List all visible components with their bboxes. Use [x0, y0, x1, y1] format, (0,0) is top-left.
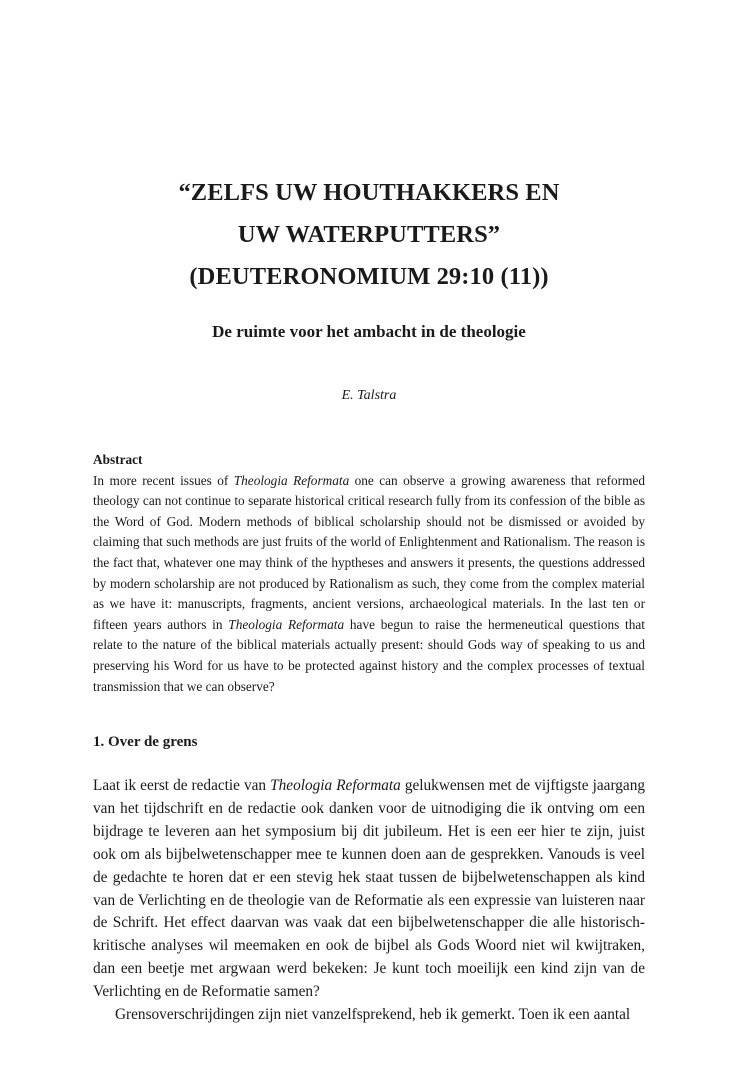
abstract-heading: Abstract — [93, 452, 143, 467]
journal-name: Theologia Reformata — [270, 777, 401, 794]
title-line-2: UW WATERPUTTERS” — [237, 221, 501, 248]
body-text — [93, 775, 645, 1027]
section-heading: 1. Over de grens — [93, 734, 198, 750]
article-subtitle: De ruimte voor het ambacht in de theologie — [212, 322, 526, 341]
title-line-1: “ZELFS UW HOUTHAKKERS EN — [178, 179, 560, 206]
article-title — [0, 172, 738, 298]
title-line-3: (DEUTERONOMIUM 29:10 (11)) — [189, 263, 549, 290]
author-name: E. Talstra — [341, 388, 397, 403]
abstract-text-part: one can observe a growing awareness that reformed theology can not continue to separate historical critical research fully from its confession of the bible as the Word of God. Modern methods of biblical scholarship should not be dismissed or avoided by claiming that such methods are just fruits of the world of Enlightenment and Rationalism. The reason is the fact that, whatever one may think of the hyptheses and answers it presents, the questions addressed by modern scholarship are not produced by Rationalism as such, they come from the complex material as we have it: manuscripts, fragments, ancient versions, archaeological materials. In the last ten or fifteen years authors in — [93, 472, 645, 632]
paragraph: Grensoverschrijdingen zijn niet vanzelfsprekend, heb ik gemerkt. Toen ik een aantal — [115, 1006, 631, 1024]
abstract — [93, 450, 645, 697]
abstract-text-part: In more recent issues of — [93, 472, 234, 488]
paragraph — [93, 775, 645, 1004]
abstract-text — [93, 471, 645, 698]
journal-name: Theologia Reformata — [233, 472, 350, 488]
paragraph-text-part: Laat ik eerst de redactie van — [93, 777, 271, 794]
paragraph-text-part: gelukwensen met de vijftigste jaargang van het tijdschrift en de redactie ook danken voor de uitnodiging die ik ontving om een bijdrage te leveren aan het symposium bij dit jubileum. Het is een eer hier te zijn, juist ook om als bijbelwetenschapper mee te kunnen doen aan de gesprekken. Vanouds is veel de gedachte te horen dat er een stevig hek staat tussen de bijbelwetenschappen als kind van de Verlichting en de theologie van de Reformatie als een expressie van luisteren naar de Schrift. Het effect daarvan was vaak dat een bijbelwetenschapper die alle historisch-kritische analyses wil meemaken en ook de bijbel als Gods Woord niet wil kwijtraken, dan een beetje met argwaan werd bekeken: Je kunt toch moeilijk een kind zijn van de Verlichting en de Reformatie samen? — [93, 777, 645, 1001]
journal-name: Theologia Reformata — [228, 616, 345, 632]
abstract-text-part: have begun to raise the hermeneutical questions that relate to the nature of the biblical materials actually present: should Gods way of speaking to us and preserving his Word for us have to be protected against history and the complex processes of textual transmission that we can observe? — [93, 616, 645, 694]
